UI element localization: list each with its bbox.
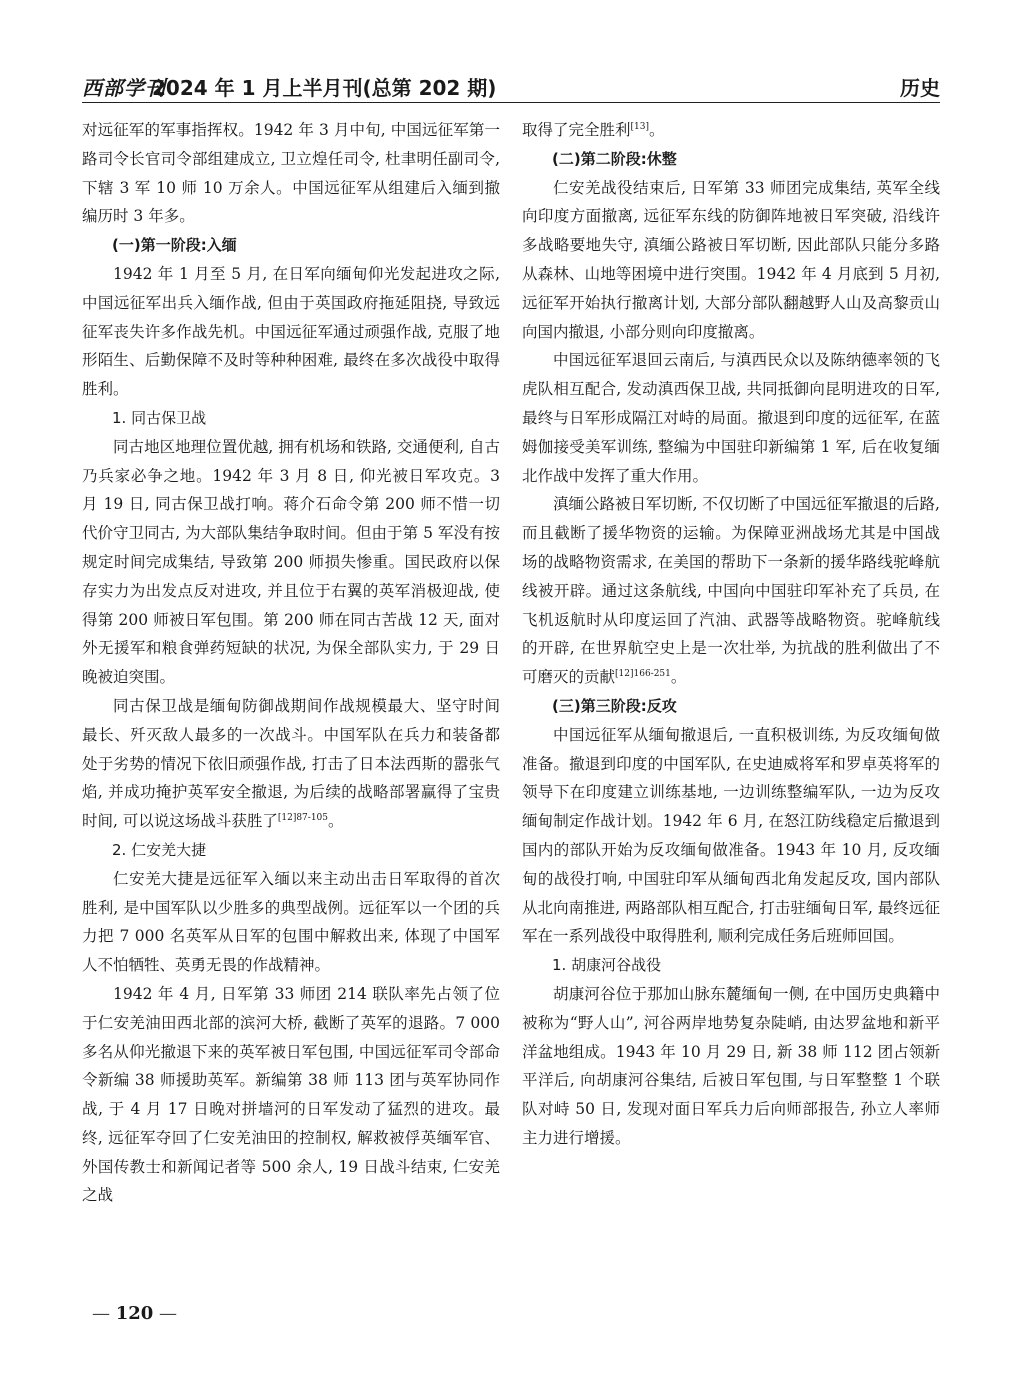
running-header (82, 68, 940, 100)
section-heading (82, 231, 500, 260)
citation-ref: [12]166-251 (615, 668, 671, 679)
paragraph-text: (一)第一阶段:入缅 (112, 236, 237, 255)
paragraph (82, 260, 500, 404)
section-name: 历史 (900, 76, 940, 100)
paragraph-text: 对远征军的军事指挥权。1942 年 3 月中旬, 中国远征军第一路司令长官司令部组建成立, 卫立煌任司令, 杜聿明任副司令, 下辖 3 军 10 师 10 万余人。中国远征军从组建后入缅到撤编历时 3 年多。 (82, 121, 500, 226)
section-heading (522, 145, 940, 174)
page-footer: — 120 — (92, 1303, 178, 1324)
paragraph-text: (三)第三阶段:反攻 (552, 696, 677, 715)
paragraph (82, 865, 500, 980)
paragraph-text: 1942 年 1 月至 5 月, 在日军向缅甸仰光发起进攻之际, 中国远征军出兵入缅作战, 但由于英国政府拖延阻挠, 导致远征军丧失许多作战先机。中国远征军通过顽强作战, 克服了地形陌生、后勤保障不及时等种种困难, 最终在多次战役中取得胜利。 (82, 264, 500, 399)
paragraph (82, 433, 500, 692)
section-heading (522, 692, 940, 721)
paragraph (522, 174, 940, 347)
citation-ref: [13] (630, 121, 649, 132)
paragraph (522, 490, 940, 692)
paragraph-text: 2. 仁安羌大捷 (112, 840, 207, 859)
subsection-heading (82, 404, 500, 433)
paragraph-text: 中国远征军从缅甸撤退后, 一直积极训练, 为反攻缅甸做准备。撤退到印度的中国军队, 在史迪威将军和罗卓英将军的领导下在印度建立训练基地, 一边训练整编军队, 一边为反攻缅甸制定作战计划。1942 年 6 月, 在怒江防线稳定后撤退到国内的部队开始为反攻缅甸做准备。1943 年 10 月, 反攻缅甸的战役打响, 中国驻印军从缅甸西北角发起反攻, 国内部队从北向南推进, 两路部队相互配合, 打击驻缅甸日军, 最终远征军在一系列战役中取得胜利, 顺利完成任务后班师回国。 (522, 725, 940, 946)
paragraph (82, 692, 500, 836)
paragraph-text: 中国远征军退回云南后, 与滇西民众以及陈纳德率领的飞虎队相互配合, 发动滇西保卫战, 共同抵御向昆明进攻的日军, 最终与日军形成隔江对峙的局面。撤退到印度的远征军, 在蓝姆伽接受美军训练, 整编为中国驻印新编第 1 军, 后在收复缅北作战中发挥了重大作用。 (522, 351, 940, 485)
paragraph-text: 1942 年 4 月, 日军第 33 师团 214 联队率先占领了位于仁安羌油田西北部的滨河大桥, 截断了英军的退路。7 000 多名从仰光撤退下来的英军被日军包围, 中国远征军司令部命令新编 38 师援助英军。新编第 38 师 113 团与英军协同作战, 于 4 月 17 日晚对拼墙河的日军发动了猛烈的进攻。最终, 远征军夺回了仁安羌油田的控制权, 解救被俘英缅军官、外国传教士和新闻记者等 500 余人, 19 日战斗结束, 仁安羌之战 (82, 984, 500, 1205)
issue-info: 2024 年 1 月上半月刊(总第 202 期) (152, 76, 497, 100)
paragraph (522, 116, 940, 145)
paragraph-text: (二)第二阶段:休整 (552, 149, 677, 168)
citation-ref: [12]87-105 (277, 812, 329, 823)
subsection-heading (522, 951, 940, 980)
paragraph-text: 胡康河谷位于那加山脉东麓缅甸一侧, 在中国历史典籍中被称为“野人山”, 河谷两岸地势复杂陡峭, 由达罗盆地和新平洋盆地组成。1943 年 10 月 29 日, 新 38 师 112 团占领新平洋后, 向胡康河谷集结, 后被日军包围, 与日军整整 1 个联队对峙 50 日, 发现对面日军兵力后向师部报告, 孙立人率师主力进行增援。 (522, 984, 940, 1147)
paragraph (82, 980, 500, 1210)
paragraph-text: 仁安羌战役结束后, 日军第 33 师团完成集结, 英军全线向印度方面撤离, 远征军东线的防御阵地被日军突破, 沿线许多战略要地失守, 滇缅公路被日军切断, 因此部队只能分多路从森林、山地等困境中进行突围。1942 年 4 月底到 5 月初, 远征军开始执行撤离计划, 大部分部队翻越野人山及高黎贡山向国内撤退, 小部分则向印度撤离。 (522, 178, 940, 341)
right-column (522, 116, 940, 1153)
paragraph-text: 1. 胡康河谷战役 (552, 956, 662, 975)
journal-logo: 西部学刊 (82, 76, 166, 100)
paragraph (82, 116, 500, 231)
page-number: 120 (115, 1303, 154, 1324)
paragraph-text: 同古保卫战是缅甸防御战期间作战规模最大、坚守时间最长、歼灭敌人最多的一次战斗。中国军队在兵力和装备都处于劣势的情况下依旧顽强作战, 打击了日本法西斯的嚣张气焰, 并成功掩护英军安全撤退, 为后续的战略部署赢得了宝贵时间, 可以说这场战斗获胜了 (82, 696, 500, 831)
paragraph-text: 仁安羌大捷是远征军入缅以来主动出击日军取得的首次胜利, 是中国军队以少胜多的典型战例。远征军以一个团的兵力把 7 000 名英军从日军的包围中解救出来, 体现了中国军人不怕牺牲、英勇无畏的作战精神。 (82, 869, 500, 975)
paragraph (522, 346, 940, 490)
paragraph-text: 1. 同古保卫战 (112, 408, 207, 427)
punctuation: 。 (670, 668, 687, 687)
header-rule (82, 102, 940, 103)
punctuation: 。 (328, 812, 344, 831)
left-column (82, 116, 500, 1210)
paragraph-text: 同古地区地理位置优越, 拥有机场和铁路, 交通便利, 自古乃兵家必争之地。1942 年 3 月 8 日, 仰光被日军攻克。3 月 19 日, 同古保卫战打响。蒋介石命令第 200 师不惜一切代价守卫同古, 为大部队集结争取时间。但由于第 5 军没有按规定时间完成集结, 导致第 200 师损失惨重。国民政府以保存实力为出发点反对进攻, 并且位于右翼的英军消极迎战, 使得第 200 师被日军包围。第 200 师在同古苦战 12 天, 面对外无援军和粮食弹药短缺的状况, 为保全部队实力, 于 29 日晚被迫突围。 (82, 437, 500, 687)
paragraph-text: 滇缅公路被日军切断, 不仅切断了中国远征军撤退的后路, 而且截断了援华物资的运输。为保障亚洲战场尤其是中国战场的战略物资需求, 在美国的帮助下一条新的援华路线驼峰航线被开辟。通过这条航线, 中国向中国驻印军补充了兵员, 在飞机返航时从印度运回了汽油、武器等战略物资。驼峰航线的开辟, 在世界航空史上是一次壮举, 为抗战的胜利做出了不可磨灭的贡献 (522, 495, 940, 687)
paragraph (522, 980, 940, 1153)
paragraph (522, 721, 940, 951)
punctuation: 。 (649, 121, 665, 139)
paragraph-text: 取得了完全胜利 (522, 121, 631, 139)
subsection-heading (82, 836, 500, 865)
